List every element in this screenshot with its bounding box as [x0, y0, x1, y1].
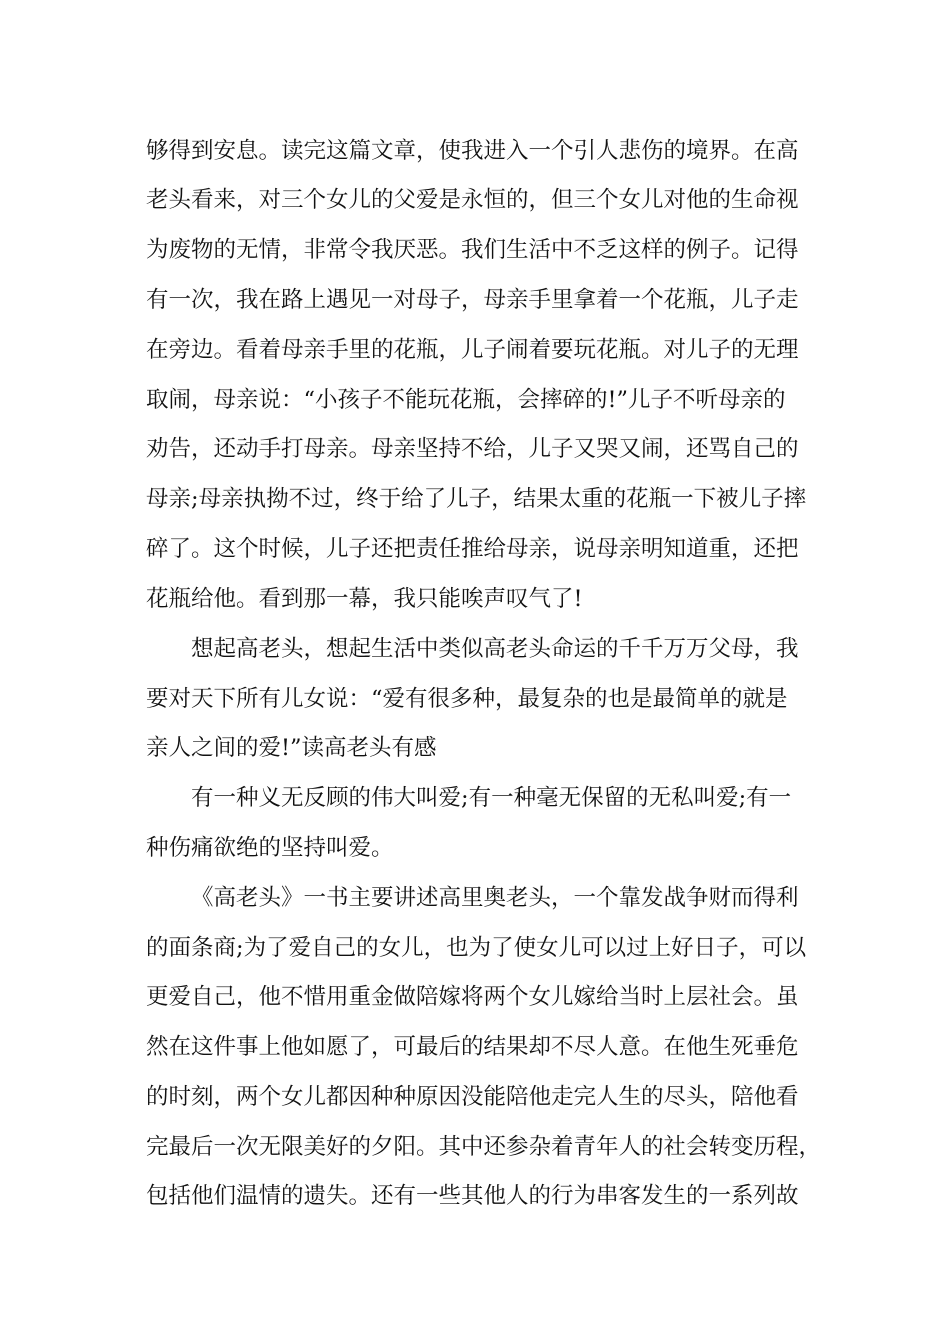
text-line: 的时刻，两个女儿都因种种原因没能陪他走完人生的尽头，陪他看 — [146, 1084, 799, 1110]
text-line: 为废物的无情，非常令我厌恶。我们生活中不乏这样的例子。记得 — [146, 237, 799, 263]
text-line: 母亲;母亲执拗不过，终于给了儿子，结果太重的花瓶一下被儿子摔 — [146, 486, 807, 512]
text-line: 碎了。这个时候，儿子还把责任推给母亲，说母亲明知道重，还把 — [146, 536, 799, 562]
text-line: 劝告，还动手打母亲。母亲坚持不给，儿子又哭又闹，还骂自己的 — [146, 436, 799, 462]
text-line: 有一种义无反顾的伟大叫爱;有一种毫无保留的无私叫爱;有一 — [191, 785, 792, 811]
text-line: 想起高老头，想起生活中类似高老头命运的千千万万父母，我 — [191, 636, 799, 662]
text-line: 更爱自己，他不惜用重金做陪嫁将两个女儿嫁给当时上层社会。虽 — [146, 984, 799, 1010]
text-line: 在旁边。看着母亲手里的花瓶，儿子闹着要玩花瓶。对儿子的无理 — [146, 337, 799, 363]
text-line: 取闹，母亲说：“小孩子不能玩花瓶，会摔碎的!”儿子不听母亲的 — [146, 387, 786, 413]
text-line: 够得到安息。读完这篇文章，使我进入一个引人悲伤的境界。在高 — [146, 138, 799, 164]
text-line: 然在这件事上他如愿了，可最后的结果却不尽人意。在他生死垂危 — [146, 1034, 799, 1060]
text-line: 老头看来，对三个女儿的父爱是永恒的，但三个女儿对他的生命视 — [146, 187, 799, 213]
text-line: 《高老头》一书主要讲述高里奥老头，一个靠发战争财而得利 — [191, 885, 799, 911]
text-line: 的面条商;为了爱自己的女儿，也为了使女儿可以过上好日子，可以 — [146, 935, 807, 961]
text-line: 有一次，我在路上遇见一对母子，母亲手里拿着一个花瓶，儿子走 — [146, 287, 799, 313]
text-line: 亲人之间的爱!”读高老头有感 — [146, 735, 437, 761]
text-line: 要对天下所有儿女说：“爱有很多种，最复杂的也是最简单的就是 — [146, 686, 788, 712]
text-line: 包括他们温情的遗失。还有一些其他人的行为串客发生的一系列故 — [146, 1183, 799, 1209]
text-line: 花瓶给他。看到那一幕，我只能唉声叹气了! — [146, 586, 583, 612]
text-line: 种伤痛欲绝的坚持叫爱。 — [146, 835, 394, 861]
text-line: 完最后一次无限美好的夕阳。其中还参杂着青年人的社会转变历程， — [146, 1134, 822, 1160]
